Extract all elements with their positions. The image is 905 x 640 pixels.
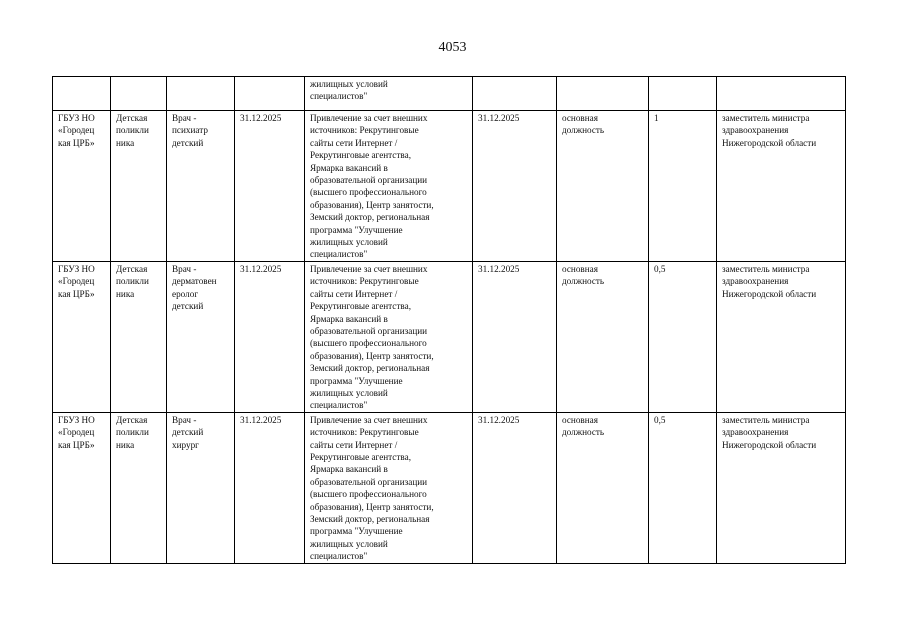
cell-measures: Привлечение за счет внешних источников: Рекрутинговые сайты сети Интернет / Рекрутинговые агентства, Ярмарка вакансий в образовательной организации (высшего профессионального образования), Центр занятости, Земский доктор, региональная программа "Улучшение жилищных условий специалистов": [305, 261, 473, 412]
cell-org: ГБУЗ НО «Городец кая ЦРБ»: [53, 111, 111, 262]
table-row: [53, 111, 846, 262]
cell-position: [167, 77, 235, 111]
cell-org: ГБУЗ НО «Городец кая ЦРБ»: [53, 261, 111, 412]
cell-responsible: заместитель министра здравоохранения Нижегородской области: [717, 111, 846, 262]
cell-measures: Привлечение за счет внешних источников: Рекрутинговые сайты сети Интернет / Рекрутинговые агентства, Ярмарка вакансий в образовательной организации (высшего профессионального образования), Центр занятости, Земский доктор, региональная программа "Улучшение жилищных условий специалистов": [305, 111, 473, 262]
cell-position-type: основная должность: [557, 412, 649, 563]
cell-rate: 0,5: [649, 412, 717, 563]
staffing-table: [52, 76, 846, 564]
table-row: [53, 261, 846, 412]
cell-unit: Детская поликли ника: [111, 412, 167, 563]
cell-measures: Привлечение за счет внешних источников: Рекрутинговые сайты сети Интернет / Рекрутинговые агентства, Ярмарка вакансий в образовательной организации (высшего профессионального образования), Центр занятости, Земский доктор, региональная программа "Улучшение жилищных условий специалистов": [305, 412, 473, 563]
cell-unit: Детская поликли ника: [111, 261, 167, 412]
cell-rate: 0,5: [649, 261, 717, 412]
cell-unit: Детская поликли ника: [111, 111, 167, 262]
cell-org: [53, 77, 111, 111]
page-number: 4053: [438, 40, 467, 55]
cell-position: Врач - психиатр детский: [167, 111, 235, 262]
cell-org: ГБУЗ НО «Городец кая ЦРБ»: [53, 412, 111, 563]
cell-position-type: основная должность: [557, 261, 649, 412]
cell-rate: 1: [649, 111, 717, 262]
cell-responsible: заместитель министра здравоохранения Нижегородской области: [717, 261, 846, 412]
cell-responsible: заместитель министра здравоохранения Нижегородской области: [717, 412, 846, 563]
cell-deadline: 31.12.2025: [473, 111, 557, 262]
cell-date: [235, 77, 305, 111]
cell-position-type: [557, 77, 649, 111]
cell-responsible: [717, 77, 846, 111]
cell-measures: жилищных условий специалистов": [305, 77, 473, 111]
cell-deadline: 31.12.2025: [473, 412, 557, 563]
cell-unit: [111, 77, 167, 111]
cell-position: Врач - дерматовен еролог детский: [167, 261, 235, 412]
cell-rate: [649, 77, 717, 111]
table-row-continuation: [53, 77, 846, 111]
cell-date: 31.12.2025: [235, 111, 305, 262]
cell-deadline: [473, 77, 557, 111]
cell-position-type: основная должность: [557, 111, 649, 262]
cell-deadline: 31.12.2025: [473, 261, 557, 412]
cell-date: 31.12.2025: [235, 412, 305, 563]
cell-date: 31.12.2025: [235, 261, 305, 412]
cell-position: Врач - детский хирург: [167, 412, 235, 563]
table-row: [53, 412, 846, 563]
